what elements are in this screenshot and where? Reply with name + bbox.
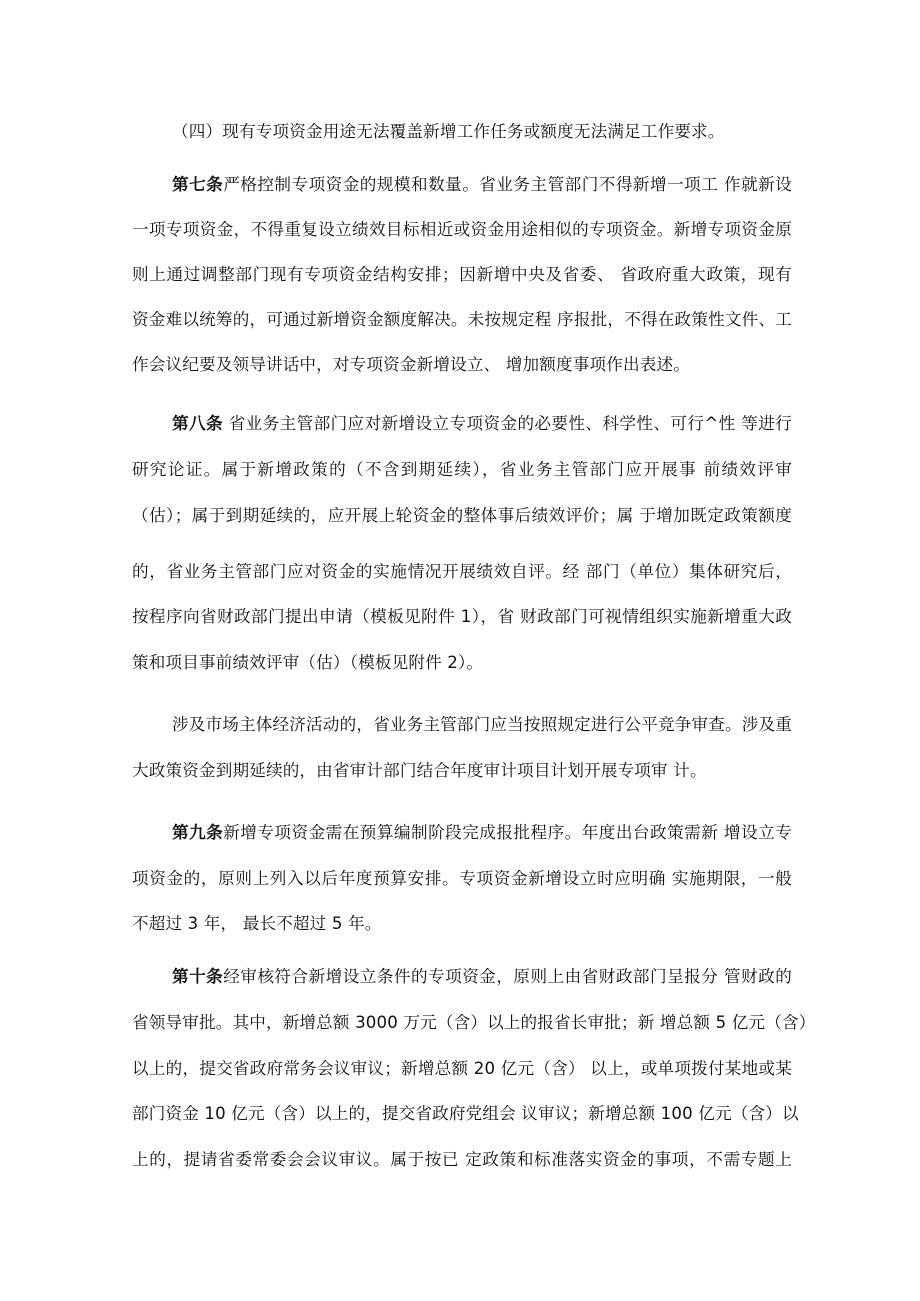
paragraph-6-line-5: 上的，提请省委常委会会议审议。属于按已 定政策和标准落实资金的事项，不需专题上 bbox=[132, 1150, 792, 1169]
paragraph-6-line-2: 省领导审批。其中，新增总额 3000 万元（含）以上的报省长审批；新 增总额 5 亿元（含） bbox=[132, 1013, 816, 1032]
paragraph-5-line-2: 项资金的，原则上列入以后年度预算安排。专项资金新增设立时应明确 实施期限，一般 bbox=[132, 869, 792, 888]
paragraph-2-line-1-text: 严格控制专项资金的规模和数量。省业务主管部门不得新增一项工 作就新设 bbox=[223, 175, 792, 194]
paragraph-4-line-1: 涉及市场主体经济活动的，省业务主管部门应当按照规定进行公平竞争审查。涉及重 bbox=[172, 715, 792, 734]
paragraph-1-line-1: （四）现有专项资金用途无法覆盖新增工作任务或额度无法满足工作要求。 bbox=[172, 122, 725, 141]
paragraph-2-line-5: 作会议纪要及领导讲话中，对专项资金新增设立、 增加额度事项作出表述。 bbox=[132, 355, 690, 374]
paragraph-6-line-1 bbox=[172, 966, 792, 988]
article-10-heading: 第十条 bbox=[172, 967, 224, 986]
paragraph-6-line-3: 以上的，提交省政府常务会议审议；新增总额 20 亿元（含） 以上，或单项拨付某地或某 bbox=[132, 1059, 792, 1078]
paragraph-3-line-1 bbox=[172, 413, 792, 435]
paragraph-3-line-4: 的，省业务主管部门应对资金的实施情况开展绩效自评。经 部门（单位）集体研究后， bbox=[132, 562, 792, 581]
paragraph-3-line-3: （估）；属于到期延续的，应开展上轮资金的整体事后绩效评价；属 于增加既定政策额度 bbox=[132, 506, 792, 525]
article-7-heading: 第七条 bbox=[172, 175, 224, 194]
paragraph-2-line-3: 则上通过调整部门现有专项资金结构安排；因新增中央及省委、 省政府重大政策，现有 bbox=[132, 265, 792, 284]
paragraph-2-line-1 bbox=[172, 174, 792, 196]
paragraph-2-line-2: 一项专项资金，不得重复设立绩效目标相近或资金用途相似的专项资金。新增专项资金原 bbox=[132, 220, 792, 239]
article-9-heading: 第九条 bbox=[172, 823, 224, 842]
paragraph-5-line-3: 不超过 3 年， 最长不超过 5 年。 bbox=[132, 914, 382, 933]
paragraph-3-line-6: 策和项目事前绩效评审（估）（模板见附件 2）。 bbox=[132, 653, 484, 672]
paragraph-3-line-2: 研究论证。属于新增政策的（不含到期延续），省业务主管部门应开展事 前绩效评审 bbox=[132, 460, 792, 479]
paragraph-6-line-4: 部门资金 10 亿元（含）以上的，提交省政府党组会 议审议；新增总额 100 亿元（含）以 bbox=[132, 1104, 799, 1123]
paragraph-6-line-1-text: 经审核符合新增设立条件的专项资金，原则上由省财政部门呈报分 管财政的 bbox=[223, 967, 792, 986]
paragraph-4-line-2: 大政策资金到期延续的，由省审计部门结合年度审计项目计划开展专项审 计。 bbox=[132, 761, 707, 780]
paragraph-3-line-5: 按程序向省财政部门提出申请（模板见附件 1），省 财政部门可视情组织实施新增重大政 bbox=[132, 607, 792, 626]
paragraph-5-line-1-text: 新增专项资金需在预算编制阶段完成报批程序。年度出台政策需新 增设立专 bbox=[223, 823, 792, 842]
paragraph-2-line-4: 资金难以统筹的，可通过新增资金额度解决。未按规定程 序报批，不得在政策性文件、工 bbox=[132, 310, 792, 329]
paragraph-3-line-1-text: 省业务主管部门应对新增设立专项资金的必要性、科学性、可行^性 等进行 bbox=[222, 414, 792, 433]
article-8-heading: 第八条 bbox=[172, 414, 223, 433]
paragraph-5-line-1 bbox=[172, 822, 792, 844]
